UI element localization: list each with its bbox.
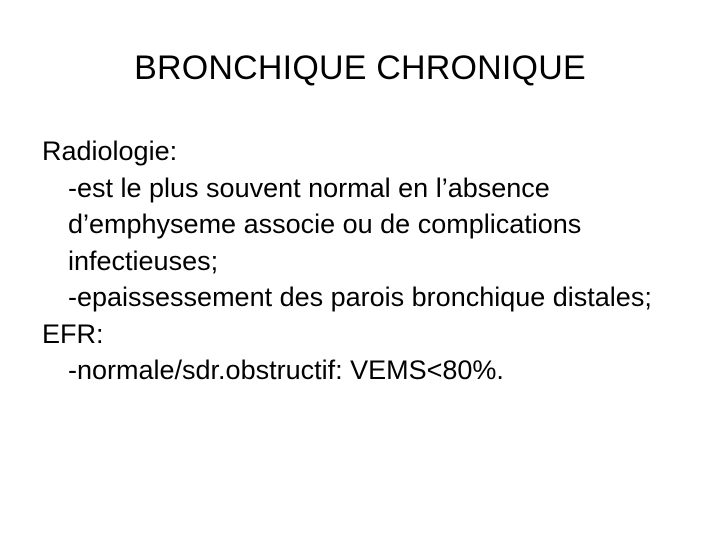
section-heading-radiologie: Radiologie: — [42, 136, 178, 166]
slide-body — [42, 133, 702, 389]
section-heading-efr: EFR: — [42, 318, 104, 349]
efr-line-1: -normale/sdr.obstructif: VEMS<80%. — [68, 355, 504, 385]
radiologie-line-1: -est le plus souvent normal en l’absence d’emphyseme associe ou de complications infectieuses; — [68, 172, 582, 276]
radiologie-line-2: -epaissessement des parois bronchique distales; — [68, 282, 652, 312]
slide-title: BRONCHIQUE CHRONIQUE — [134, 49, 586, 87]
